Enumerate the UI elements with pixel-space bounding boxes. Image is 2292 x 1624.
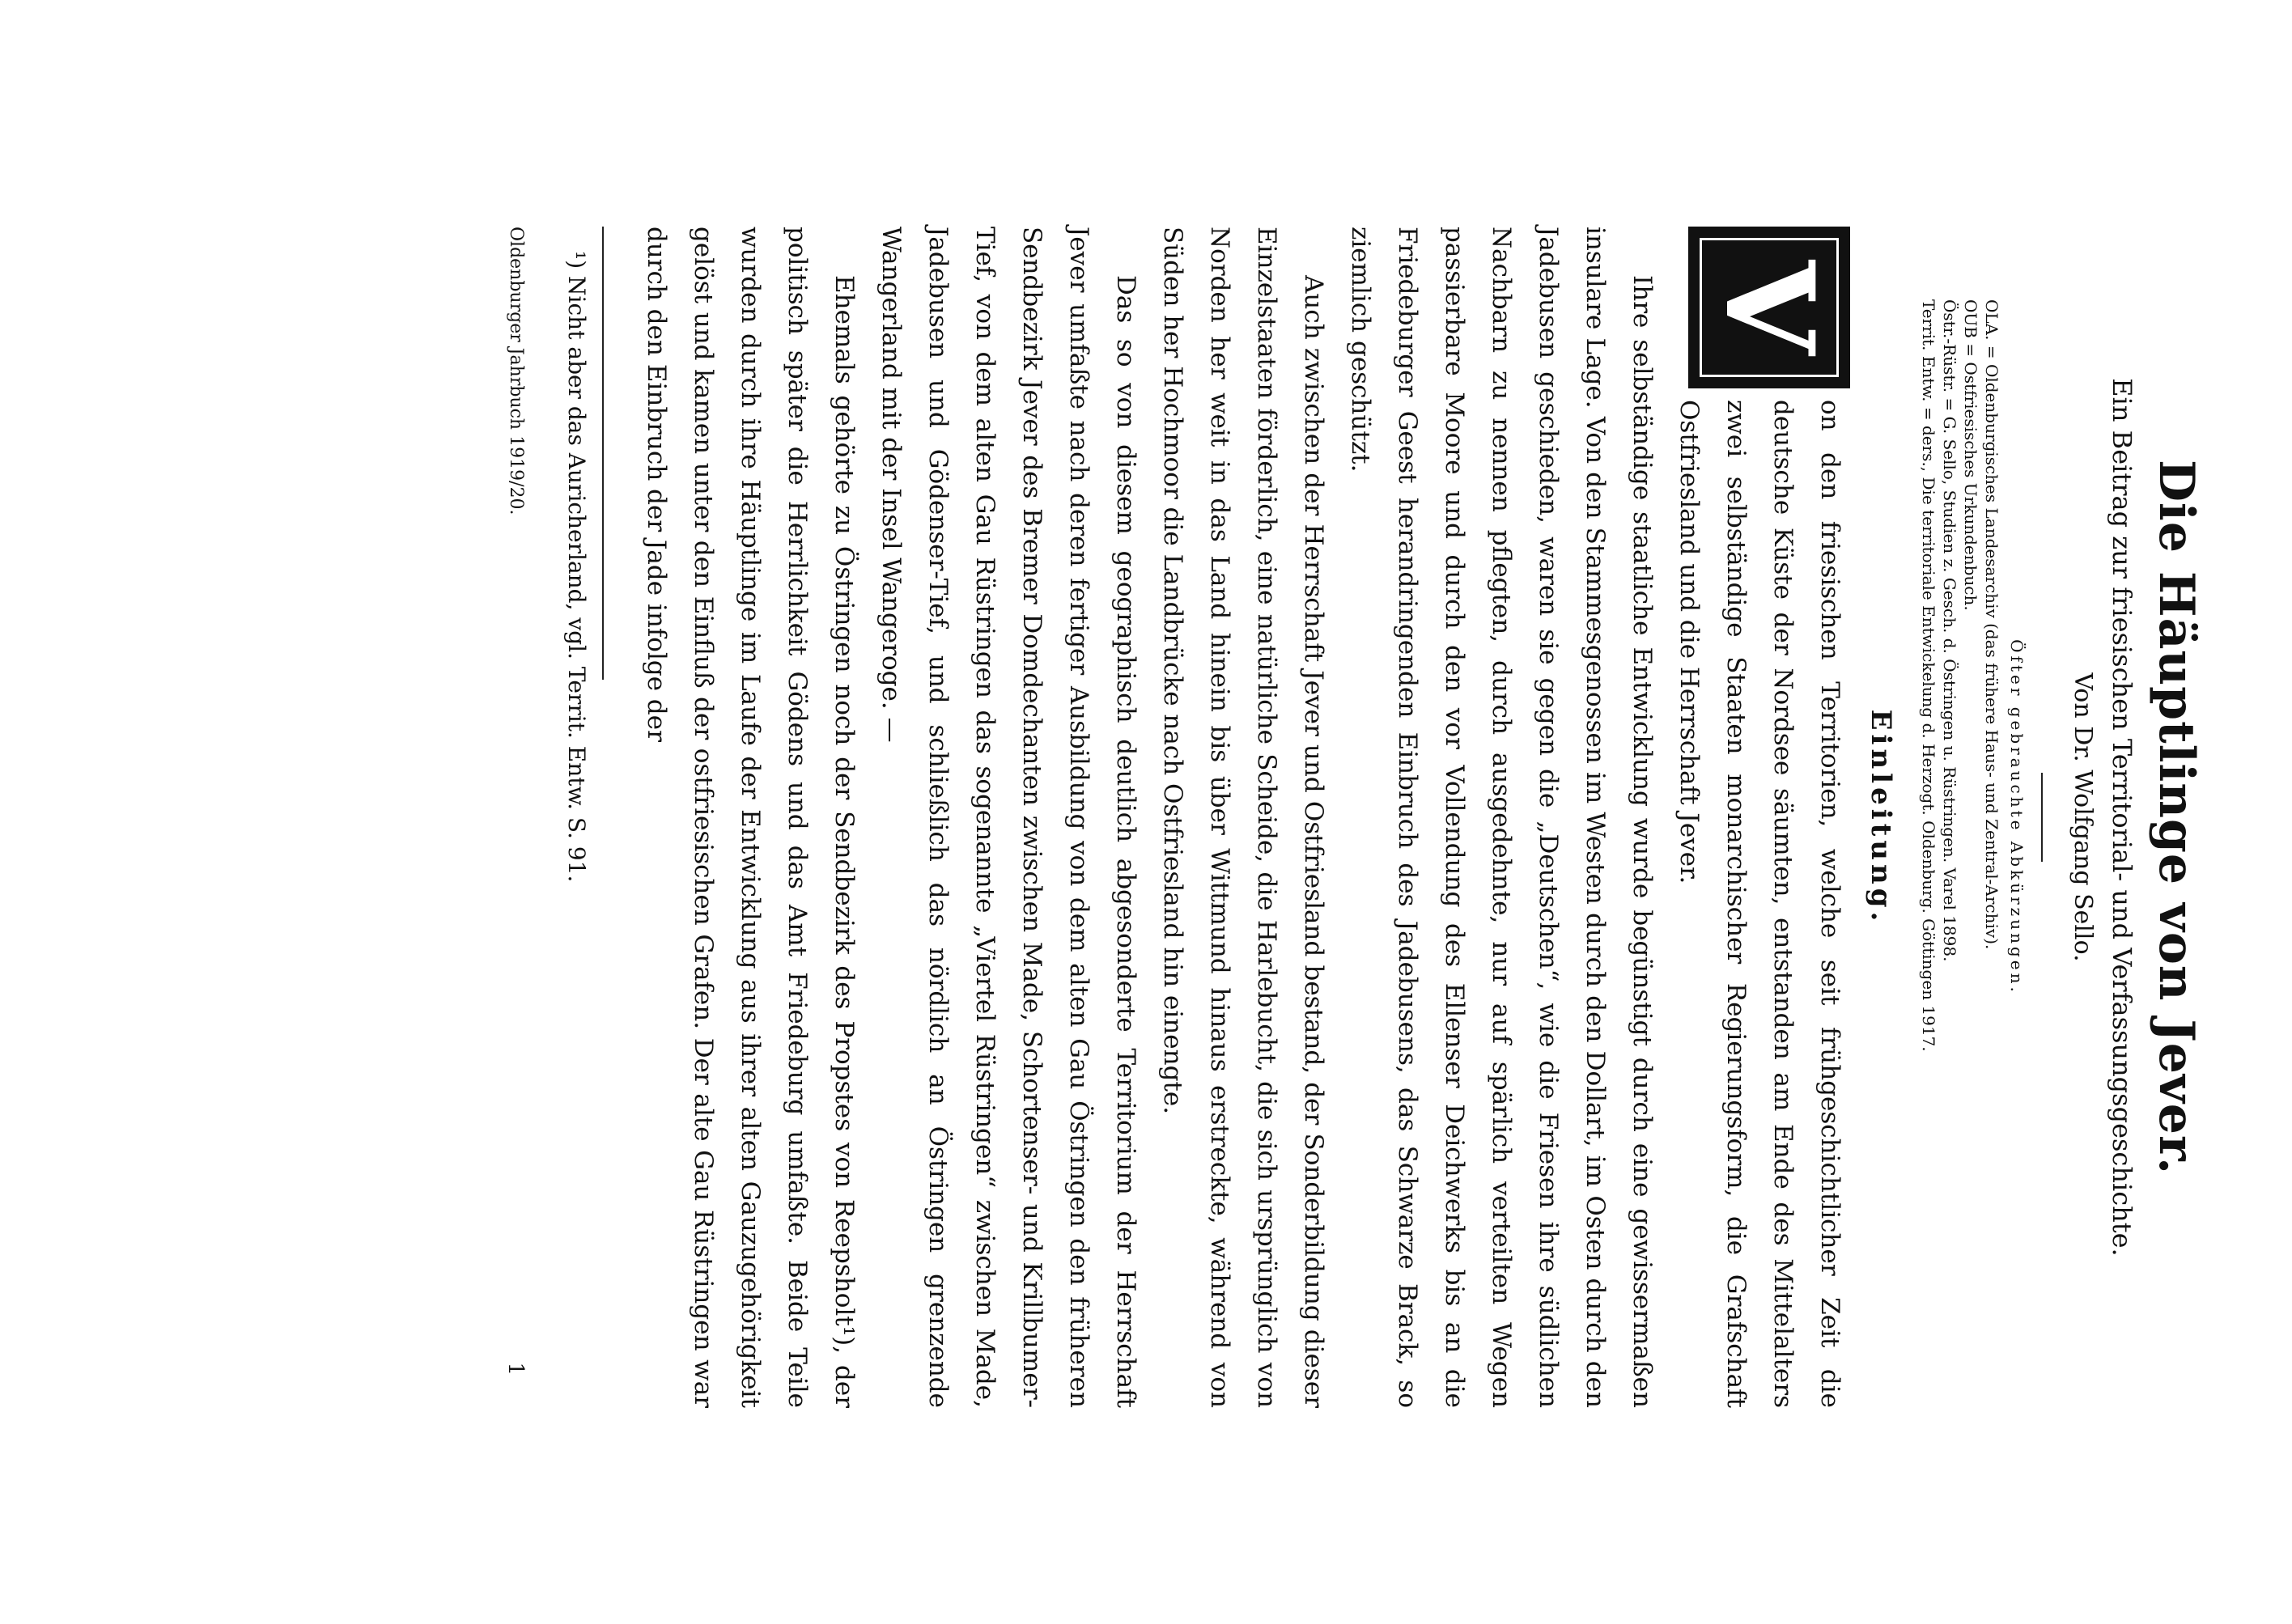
decorative-initial-icon: V	[1688, 227, 1850, 388]
paragraph: Ehemals gehörte zu Östringen noch der Sendbezirk des Propstes von Reepsholt¹), der politisch später die Herrlichkeit Gödens und das Amt Friedeburg umfaßte. Beide Teile wurden durch ihre Häuptlinge im Laufe der Entwicklung aus ihrer alten Gauzugehörigkeit gelöst und kamen unter den Einfluß der ostfriesischen Grafen. Der alte Gau Rüstringen war durch den Einbruch der Jade infolge der	[642, 227, 859, 1408]
paragraph-text: on den friesischen Territorien, welche seit frühgeschichtlicher Zeit die deutsche Küste der Nordsee säumten, entstanden am Ende des Mittelalters zwei selbständige Staaten monarchischer Regierungsform, die Grafschaft Ostfriesland und die Herrschaft Jever.	[1674, 400, 1844, 1408]
footnote-divider	[602, 227, 604, 680]
body-text	[633, 227, 1853, 1408]
paragraph: Das so von diesem geographisch deutlich abgesonderte Territorium der Herrschaft Jever umfaßte nach deren fertiger Ausbildung von dem alten Gau Östringen den früheren Sendbezirk Jever des Bremer Domdechanten zwischen Made, Schortenser- und Krillbumer-Tief, von dem alten Gau Rüstringen das sogenannte „Viertel Rüstringen“ zwischen Made, Jadebusen und Gödenser-Tief, und schließlich das nördlich an Östringen grenzende Wangerland mit der Insel Wangeroge. —	[876, 227, 1140, 1408]
paragraph: Ihre selbständige staatliche Entwicklung wurde begünstigt durch eine gewissermaßen insulare Lage. Von den Stammesgenossen im Westen durch den Dollart, im Osten durch den Jadebusen geschieden, waren sie gegen die „Deutschen“, wie die Friesen ihre südlichen Nachbarn zu nennen pflegten, durch ausgedehnte, nur auf spärlich verteilten Wegen passierbare Moore und durch den vor Vollendung des Ellenser Deichwerks bis an die Friedeburger Geest herandringenden Einbruch des Jadebusens, das Schwarze Brack, so ziemlich geschützt.	[1346, 227, 1657, 1408]
abbreviation-item: Territ. Entw. = ders., Die territoriale Entwickelung d. Herzogt. Oldenburg. Göttingen 1917.	[1919, 299, 1938, 1052]
section-heading: Einleitung.	[1865, 709, 1897, 926]
subtitle: Ein Beitrag zur friesischen Territorial- und Verfassungsgeschichte.	[2107, 378, 2137, 1257]
journal-name: Oldenburger Jahrbuch 1919/20.	[506, 227, 526, 515]
page-number: 1	[503, 1362, 528, 1376]
author-line: Von Dr. Wolfgang Sello.	[2069, 672, 2097, 962]
divider	[2041, 773, 2043, 862]
abbreviations-block	[1918, 227, 2027, 1408]
document-page	[152, 89, 2205, 1554]
paragraph	[1666, 227, 1853, 1408]
journal-footer	[503, 227, 528, 1408]
footnote: ¹) Nicht aber das Auricherland, vgl. Territ. Entw. S. 91.	[563, 251, 590, 883]
abbreviation-item: Östr.-Rüstr. = G. Sello, Studien z. Gesch. d. Östringen u. Rüstringen. Varel 1898.	[1940, 299, 1959, 962]
page-title: Die Häuptlinge von Jever.	[2148, 460, 2205, 1175]
abbreviations-heading: Öfter gebrauchte Abkürzungen.	[2007, 639, 2027, 995]
paragraph: Auch zwischen der Herrschaft Jever und Ostfriesland bestand, der Sonderbildung dieser Einzelstaaten förderlich, eine natürliche Scheide, die Harlebucht, die sich ursprünglich von Norden her weit in das Land hinein bis über Wittmund hinaus erstreckte, während von Süden her Hochmoor die Landbrücke nach Ostfriesland hin einengte.	[1158, 227, 1328, 1408]
abbreviations-list	[1918, 299, 2002, 1408]
abbreviation-item: OLA. = Oldenburgisches Landesarchiv (das frühere Haus- und Zentral-Archiv).	[1982, 299, 2001, 950]
abbreviation-item: OUB = Ostfriesisches Urkundenbuch.	[1961, 299, 1980, 611]
